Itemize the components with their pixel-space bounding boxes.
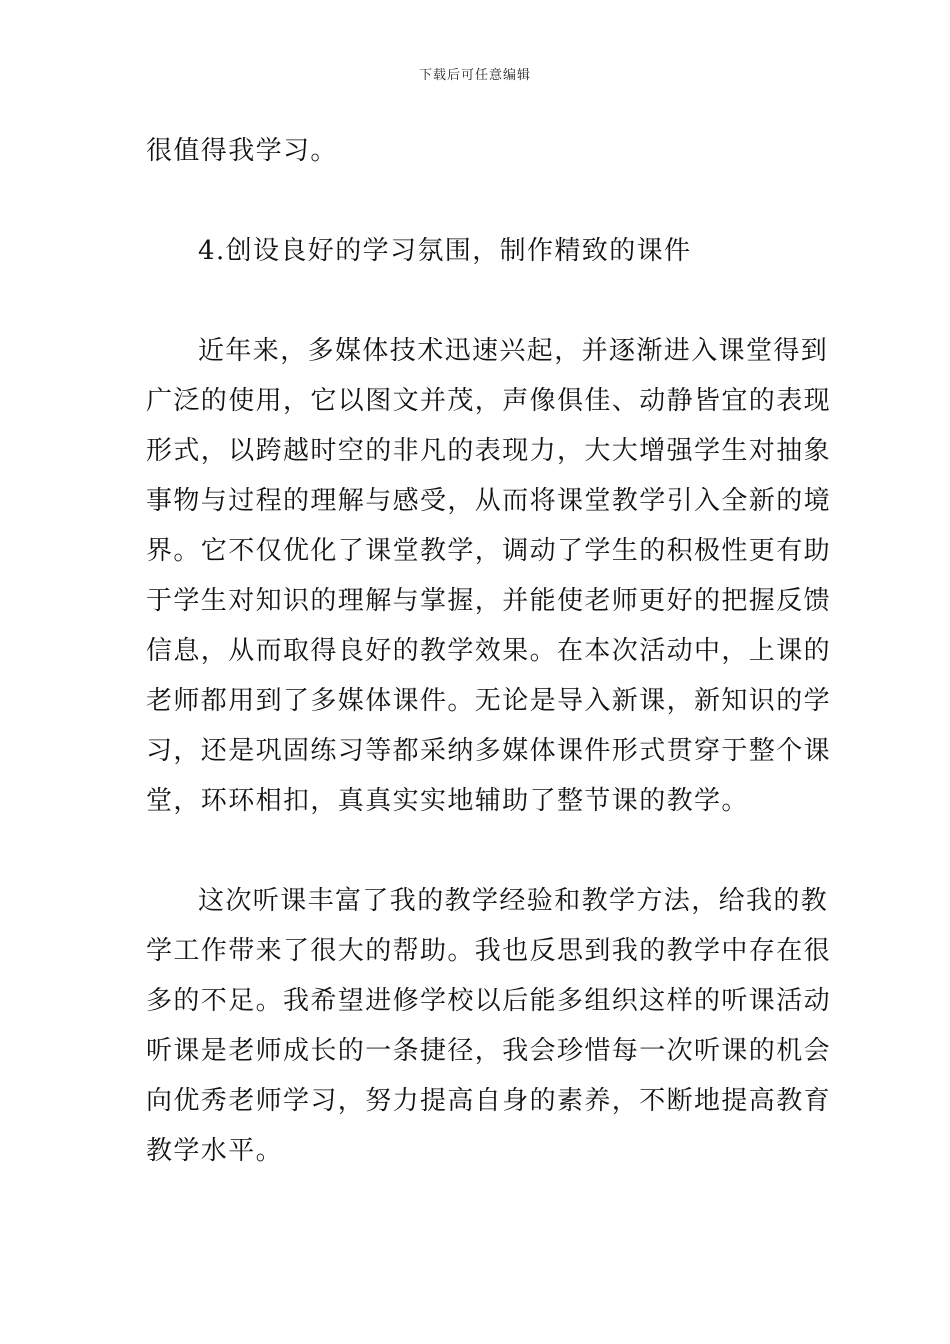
paragraph-line: 习，还是巩固练习等都采纳多媒体课件形式贯穿于整个课 (146, 736, 832, 766)
paragraph-line: 信息，从而取得良好的教学效果。在本次活动中，上课的 (146, 636, 832, 666)
paragraph-line: 事物与过程的理解与感受，从而将课堂教学引入全新的境 (146, 486, 832, 516)
paragraph-line: 这次听课丰富了我的教学经验和教学方法，给我的教 (198, 886, 829, 916)
paragraph-line: 界。它不仅优化了课堂教学，调动了学生的积极性更有助 (146, 536, 832, 566)
paragraph-line: 老师都用到了多媒体课件。无论是导入新课，新知识的学 (146, 686, 832, 716)
document-body (146, 126, 832, 1176)
paragraph-line: 很值得我学习。 (146, 136, 338, 166)
paragraph-line: 向优秀老师学习，努力提高自身的素养，不断地提高教育 (146, 1086, 832, 1116)
paragraph-line: 广泛的使用，它以图文并茂，声像俱佳、动静皆宜的表现 (146, 386, 832, 416)
paragraph-gap (146, 826, 811, 876)
section-heading: 4.创设良好的学习氛围，制作精致的课件 (198, 236, 692, 266)
paragraph-line: 多的不足。我希望进修学校以后能多组织这样的听课活动 (146, 986, 832, 1016)
paragraph-gap (146, 276, 811, 326)
paragraph-line: 于学生对知识的理解与掌握，并能使老师更好的把握反馈 (146, 586, 832, 616)
paragraph-line: 学工作带来了很大的帮助。我也反思到我的教学中存在很 (146, 936, 832, 966)
paragraph-line: 教学水平。 (146, 1136, 284, 1166)
paragraph-line: 听课是老师成长的一条捷径，我会珍惜每一次听课的机会 (146, 1036, 832, 1066)
paragraph-line: 堂，环环相扣，真真实实地辅助了整节课的教学。 (146, 786, 749, 816)
page-header-note: 下载后可任意编辑 (418, 68, 531, 83)
paragraph-line: 近年来，多媒体技术迅速兴起，并逐渐进入课堂得到 (198, 336, 829, 366)
paragraph-gap (146, 176, 811, 226)
paragraph-line: 形式，以跨越时空的非凡的表现力，大大增强学生对抽象 (146, 436, 832, 466)
